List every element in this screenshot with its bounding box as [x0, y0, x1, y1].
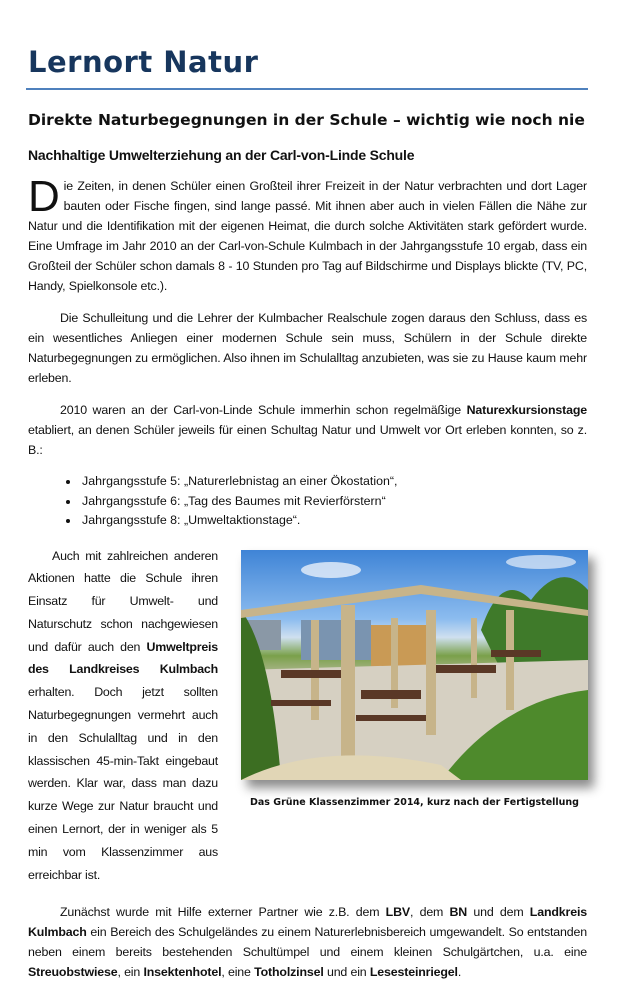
bold-text: LBV	[385, 905, 411, 920]
text: und ein	[323, 965, 370, 980]
photo-caption: Das Grüne Klassenzimmer 2014, kurz nach der Fertigstellung	[250, 796, 579, 808]
paragraph-4	[28, 545, 218, 887]
main-heading: Direkte Naturbegegnungen in der Schule – wichtig wie noch nie	[28, 111, 585, 129]
text: ein Bereich des Schulgeländes zu einem Naturerlebnisbereich umgewandelt. So entstanden neben einem bereits bestehenden Schultümpel und einem kleinen Schulgärtchen, u.a. eine	[28, 925, 587, 960]
bold-text: Insektenhotel	[143, 965, 222, 980]
figure	[241, 545, 588, 809]
page-title: Lernort Natur	[28, 45, 259, 79]
sub-heading: Nachhaltige Umwelterziehung an der Carl-von-Linde Schule	[28, 147, 415, 163]
bold-text: Naturexkursionstage	[466, 403, 587, 417]
text: , ein	[117, 965, 144, 980]
text: und dem	[467, 905, 530, 920]
paragraph-2: Die Schulleitung und die Lehrer der Kulmbacher Realschule zogen daraus den Schluss, dass es ein wesentliches Anliegen einer modernen Schule sein muss, Schülern in der Schule direkte Naturbegegnungen zu ermöglichen. Also ihnen im Schulalltag anzubieten, was sie zu Hause kaum mehr erleben.	[28, 311, 587, 385]
bullet-list	[60, 472, 587, 531]
list-item: • Jahrgangsstufe 5: „Naturerlebnistag an einer Ökostation“,	[80, 472, 587, 492]
text: .	[457, 965, 462, 980]
text: erhalten. Doch jetzt sollten Naturbegegnungen vermehrt auch in den Schulalltag und in den klassischen 45-min-Takt eingebaut werden. Klar war, dass man dazu kurze Wege zur Natur braucht und einen Lernort, der in weniger als 5 min vom Klassenzimmer aus erreichbar ist.	[28, 685, 218, 882]
text: Auch mit zahlreichen anderen Aktionen hatte die Schule ihren Einsatz für Umwelt- und Naturschutz schon nachgewiesen und dafür auch den	[28, 548, 218, 654]
classroom-photo	[241, 550, 588, 780]
bold-text: Streuobstwiese	[28, 965, 118, 980]
list-item: • Jahrgangsstufe 8: „Umweltaktionstage“.	[80, 511, 587, 531]
title-divider	[26, 88, 588, 90]
list-item: • Jahrgangsstufe 6: „Tag des Baumes mit Revierförstern“	[80, 492, 587, 512]
paragraph-intro	[28, 172, 587, 296]
paragraph-3	[28, 400, 587, 460]
bold-text: BN	[449, 905, 468, 920]
bold-text: Lesesteinriegel	[369, 965, 458, 980]
bold-text: Totholzinsel	[254, 965, 324, 980]
paragraph-text: ie Zeiten, in denen Schüler einen Großteil ihrer Freizeit in der Natur verbrachten und dort Lager bauten oder Fische fingen, sind lange passé. Mit ihnen aber auch in vielen Fällen die Nähe zur Natur und die Identifikation mit der eigenen Heimat, die durch solche Aktivitäten stark gefördert wurde. Eine Umfrage im Jahr 2010 an der Carl-von-Schule Kulmbach in der Jahrgangsstufe 10 ergab, dass ein Großteil der Schüler schon damals 8 - 10 Stunden pro Tag auf Bildschirme und Displays blickte (TV, PC, Handy, Spielkonsole etc.).	[28, 179, 587, 293]
text: Zunächst wurde mit Hilfe externer Partner wie z.B. dem	[60, 905, 386, 920]
text: , dem	[410, 905, 450, 920]
bold-text: Umweltpreis des Landkreises Kulmbach	[28, 639, 218, 677]
bold-text: Landkreis Kulmbach	[28, 905, 587, 940]
photo-illustration	[241, 550, 588, 780]
text-and-figure-row	[28, 545, 587, 887]
paragraph-5	[28, 902, 587, 982]
drop-cap: D	[28, 172, 60, 221]
text: 2010 waren an der Carl-von-Linde Schule immerhin schon regelmäßige	[60, 403, 467, 417]
text: etabliert, an denen Schüler jeweils für einen Schultag Natur und Umwelt vor Ort erleben konnten, so z. B.:	[28, 423, 587, 457]
text: , eine	[221, 965, 255, 980]
